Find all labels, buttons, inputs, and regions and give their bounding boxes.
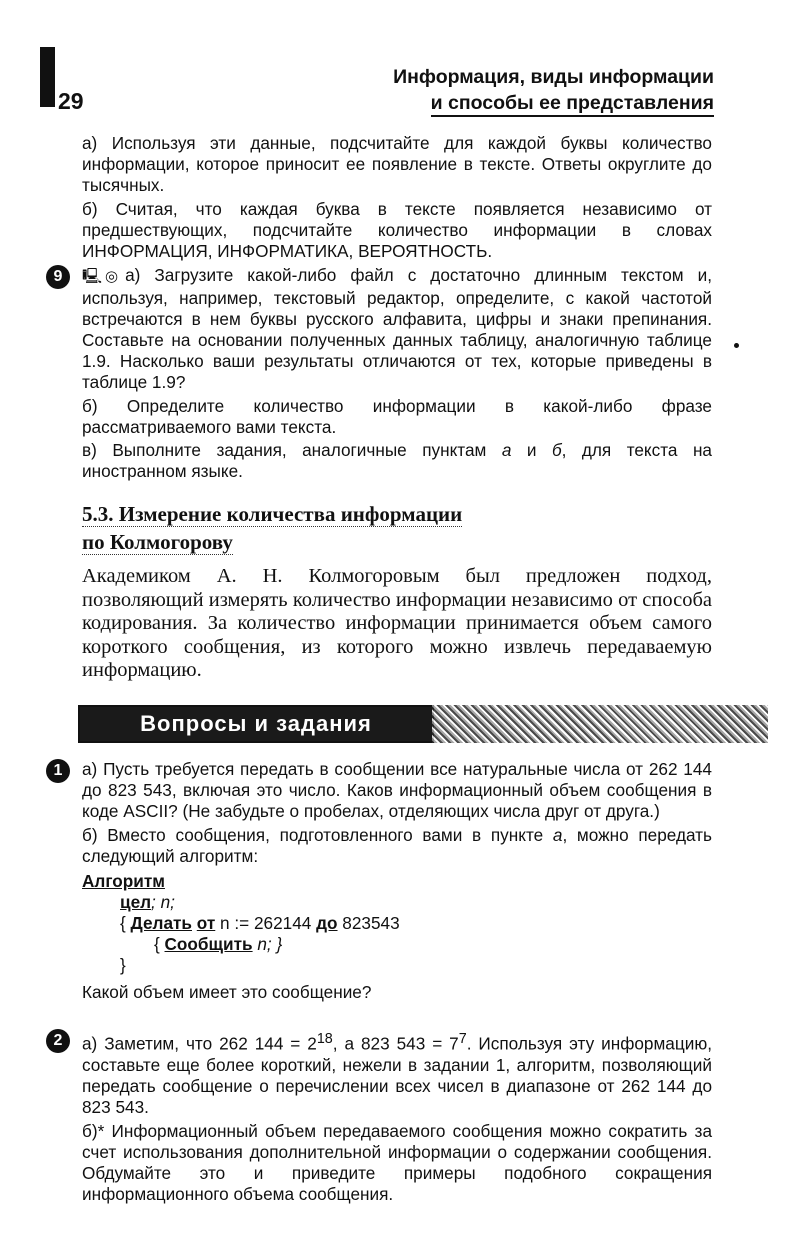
algo-soobshit: Сообщить [164,934,253,955]
question1-badge: 1 [46,759,70,783]
algorithm-title: Алгоритм [82,871,165,892]
task9-item-c [82,440,712,482]
task9-item-a [82,265,712,394]
page-number: 29 [58,88,84,114]
running-title-line1: Информация, виды информации [393,66,714,88]
q1-question: Какой объем имеет это сообщение? [82,982,372,1003]
q2-a-exp1: 18 [316,1031,333,1047]
task9-item-a-text: а) Загрузите какой-либо файл с достаточно длинным текстом и, используя, например, текстовый редактор, определите, с какой частотой встречаются в нем буквы русского алфавита, цифры и знаки препинания. Составьте на основании полученных данных таблицу, аналогичную таблице 1.9. Насколько ваши результаты отличаются от тех, которые приведены в таблице 1.9? [82,265,712,393]
task9-c-text2: и [511,439,552,460]
algo-do: до [316,913,338,934]
question2-badge: 2 [46,1029,70,1053]
intro-item-a: а) Используя эти данные, подсчитайте для каждой буквы количество информации, которое приносит ее появление в тексте. Ответы округлите до тысячных. [82,133,712,196]
q1-b-text1: б) Вместо сообщения, подготовленного вами в пункте [82,824,553,845]
q2-item-b: б)* Информационный объем передаваемого сообщения можно сократить за счет использования дополнительной информации о содержании сообщения. Обдумайте это и приведите примеры подобного сокращения информационного объема сообщения. [82,1120,712,1205]
section-paragraph: Академиком А. Н. Колмогоровым был предложен подход, позволяющий измерять количество информации независимо от способа кодирования. За количество информации принимается объем самого короткого сообщения, из которого можно извлечь передаваемую информацию. [82,565,712,681]
task9-c-ref-a: а [501,439,512,460]
algo-inner-open: { [154,934,165,955]
task9-block [82,265,712,484]
task9-c-ref-b: б [551,439,562,460]
task-number-badge: 9 [46,265,70,289]
computer-icon: 🖳 [82,268,103,286]
section-title [82,500,462,556]
questions-header: Вопросы и задания [78,705,434,743]
algo-assign: n := 262144 [215,913,317,934]
q2-a-exp2: 7 [458,1031,467,1047]
question2-block [82,1029,712,1207]
q2-a-text3: . Используя эту информацию, составьте еще более короткий, нежели в задании 1, алгоритм, позволяющий передать сообщение о перечислении всех чисел в диапазоне от 262 144 до 823 543. [82,1033,712,1118]
algo-to-value: 823543 [337,913,400,934]
intro-item-b: б) Считая, что каждая буква в тексте появляется независимо от предшествующих, подсчитайте количество информации в словах ИНФОРМАЦИЯ, ИНФОРМАТИКА, ВЕРОЯТНОСТЬ. [82,198,712,262]
algo-ot: от [196,913,216,934]
section-title-line2: по Колмогорову [82,530,233,554]
running-title [393,64,714,116]
q1-b-ref-a: а [552,824,563,845]
q1-item-b [82,825,712,867]
algo-brace-open: { [120,913,131,934]
q2-item-a [82,1029,712,1119]
intro-block [82,133,712,264]
question1-block [82,759,712,1005]
algo-delat: Делать [130,913,192,934]
questions-header-texture [432,705,768,743]
margin-dot [734,343,739,348]
task9-item-b: б) Определите количество информации в какой-либо фразе рассматриваемого вами текста. [82,395,712,437]
spiral-icon: ◎ [105,268,119,286]
section-title-line1: 5.3. Измерение количества информации [82,502,463,526]
q2-a-text2: , а 823 543 = 7 [332,1033,459,1054]
q1-b-text2: , можно передать следующий алгоритм: [82,824,712,866]
q2-a-text1: а) Заметим, что 262 144 = 2 [82,1033,317,1054]
algo-inner-rest: n; } [252,934,283,955]
task9-icons [82,265,121,287]
task9-c-text3: , для текста на иностранном языке. [82,439,712,482]
task9-c-text1: в) Выполните задания, аналогичные пунктам [82,439,502,460]
running-title-line2: и способы ее представления [431,92,714,117]
algo-brace-close: } [120,955,126,976]
algo-cel: цел [120,892,152,913]
page-edge-bar [40,47,55,107]
q1-item-a: а) Пусть требуется передать в сообщении все натуральные числа от 262 144 до 823 543, включая это число. Каков информационный объем сообщения в коде ASCII? (Не забудьте о пробелах, отделяющих числа друг от друга.) [82,759,712,822]
algo-cel-rest: ; n; [151,892,175,913]
algorithm-block [82,871,712,976]
